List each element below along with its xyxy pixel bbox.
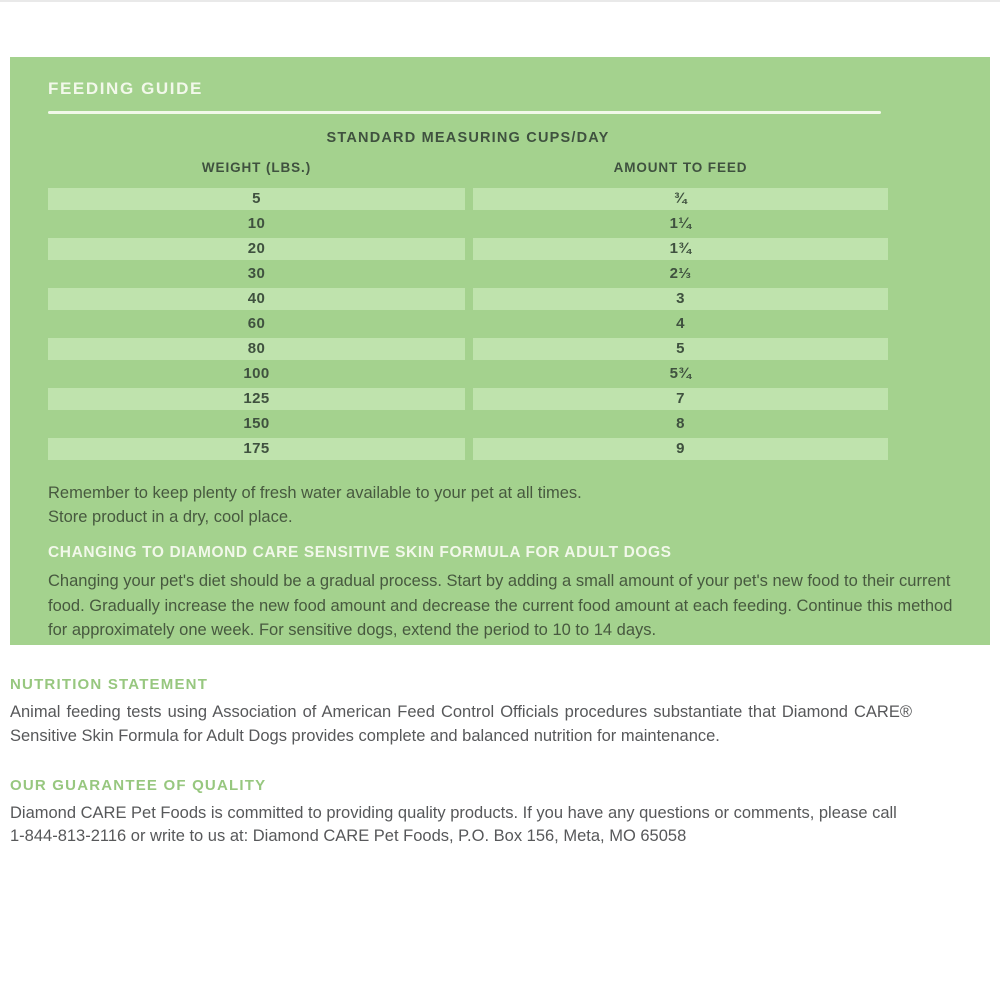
weight-cell: 40 — [48, 288, 465, 310]
column-gap — [465, 213, 473, 235]
table-row — [48, 338, 888, 360]
table-row — [48, 188, 888, 210]
table-row — [48, 288, 888, 310]
feeding-guide-panel — [10, 57, 990, 645]
column-gap — [465, 188, 473, 210]
table-column-headers — [48, 160, 888, 175]
table-row — [48, 413, 888, 435]
nutrition-statement-heading: NUTRITION STATEMENT — [10, 676, 209, 693]
column-header-weight: WEIGHT (LBS.) — [201, 160, 312, 175]
amount-cell: 8 — [676, 415, 685, 432]
column-header-amount: AMOUNT TO FEED — [613, 160, 748, 175]
weight-cell: 100 — [243, 365, 270, 382]
weight-cell: 175 — [48, 438, 465, 460]
amount-cell: 5¾ — [669, 365, 692, 382]
guarantee-section — [10, 777, 955, 848]
changing-section-body: Changing your pet's diet should be a gradual process. Start by adding a small amount of your pet's new food to their current food. Gradually increase the new food amount and decrease the current food amount at each feeding. Continue this method for approximately one week. For sensitive dogs, extend the period to 10 to 14 days. — [48, 572, 953, 639]
measuring-table — [48, 130, 888, 460]
column-gap — [465, 288, 473, 310]
amount-cell: 1¼ — [669, 215, 692, 232]
amount-cell: 3 — [473, 288, 888, 310]
table-row — [48, 313, 888, 335]
column-gap — [465, 438, 473, 460]
table-row — [48, 363, 888, 385]
column-gap — [465, 388, 473, 410]
table-row — [48, 263, 888, 285]
weight-cell: 60 — [247, 315, 266, 332]
column-gap — [465, 338, 473, 360]
table-row — [48, 388, 888, 410]
column-gap — [465, 238, 473, 260]
amount-cell: 9 — [473, 438, 888, 460]
notes — [48, 481, 952, 529]
column-gap — [465, 263, 473, 285]
table-row — [48, 213, 888, 235]
changing-section-heading: CHANGING TO DIAMOND CARE SENSITIVE SKIN FORMULA FOR ADULT DOGS — [48, 544, 672, 561]
table-rows — [48, 188, 888, 460]
weight-cell: 30 — [247, 265, 266, 282]
note-water: Remember to keep plenty of fresh water available to your pet at all times. — [48, 484, 582, 502]
amount-cell: 2⅓ — [669, 265, 692, 282]
feeding-guide-title: FEEDING GUIDE — [48, 79, 203, 98]
nutrition-statement-section — [10, 676, 955, 748]
divider-rule — [48, 111, 881, 114]
guarantee-heading: OUR GUARANTEE OF QUALITY — [10, 777, 267, 794]
amount-cell: 7 — [473, 388, 888, 410]
weight-cell: 150 — [243, 415, 270, 432]
table-row — [48, 438, 888, 460]
weight-cell: 5 — [48, 188, 465, 210]
weight-cell: 125 — [48, 388, 465, 410]
column-gap — [465, 313, 473, 335]
column-gap — [465, 363, 473, 385]
nutrition-statement-body: Animal feeding tests using Association of American Feed Control Officials procedures substantiate that Diamond CARE® Sensitive Skin Formula for Adult Dogs provides complete and balanced nutrition for maintenance. — [10, 703, 912, 745]
weight-cell: 20 — [48, 238, 465, 260]
column-gap — [465, 413, 473, 435]
note-storage: Store product in a dry, cool place. — [48, 508, 293, 526]
column-gap — [465, 160, 473, 175]
guarantee-body: Diamond CARE Pet Foods is committed to providing quality products. If you have any questions or comments, please call 1-844-813-2116 or write to us at: Diamond CARE Pet Foods, P.O. Box 156, Meta, MO 65058 — [10, 804, 897, 845]
amount-cell: 5 — [473, 338, 888, 360]
table-title: STANDARD MEASURING CUPS/DAY — [326, 130, 610, 146]
amount-cell: 1¾ — [473, 238, 888, 260]
lower-sections — [10, 676, 955, 848]
weight-cell: 80 — [48, 338, 465, 360]
weight-cell: 10 — [247, 215, 266, 232]
table-row — [48, 238, 888, 260]
amount-cell: 4 — [676, 315, 685, 332]
page-top-border — [0, 0, 1000, 2]
amount-cell: ¾ — [473, 188, 888, 210]
